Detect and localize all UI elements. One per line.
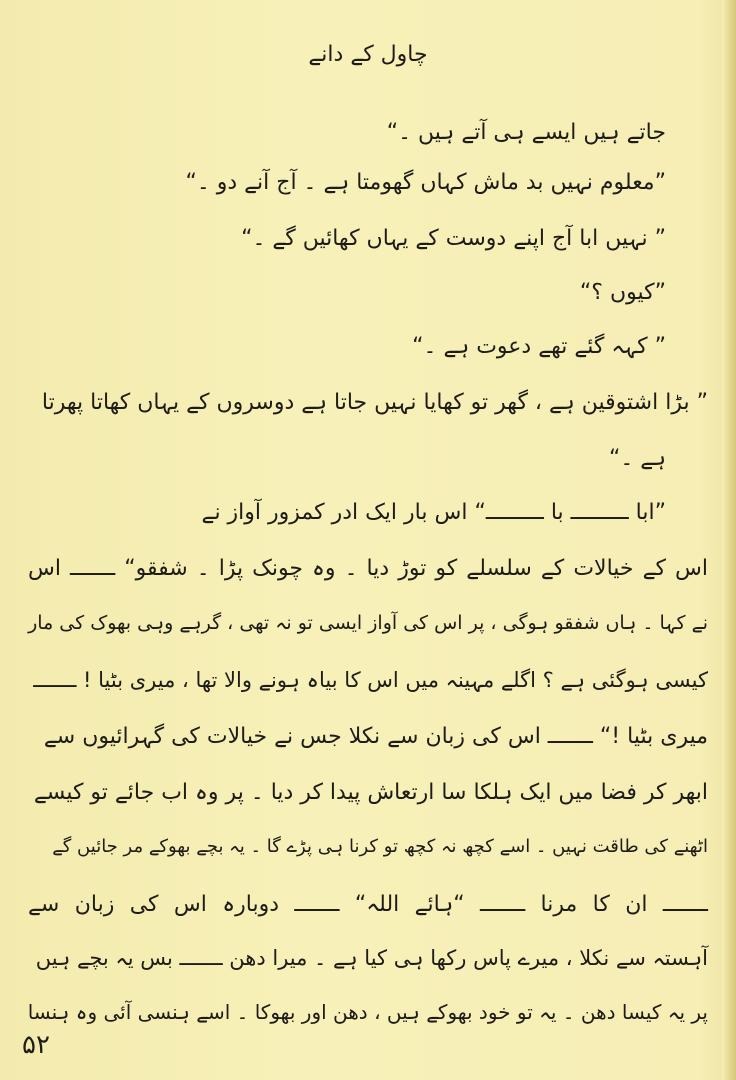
text-line-9: اس کے خیالات کے سلسلے کو توڑ دیا ۔ وہ چونک پڑا ۔ شفقو“ ـــــــ اس bbox=[28, 556, 708, 581]
text-line-14: اٹھنے کی طاقت نہیں ۔ اسے کچھ نہ کچھ تو کرنا ہی پڑے گا ۔ یہ بچے بھوکے مر جائیں گے bbox=[52, 836, 708, 857]
page-edge bbox=[722, 0, 736, 1080]
text-line-2: ”معلوم نہیں بد ماش کہاں گھومتا ہے ۔ آج آنے دو ۔“ bbox=[185, 170, 666, 195]
text-line-11: کیسی ہوگئی ہے ؟ اگلے مہینہ میں اس کا بیاہ ہونے والا تھا ، میری بٹیا ! ـــــــ bbox=[33, 668, 708, 692]
text-line-1: جاتے ہیں ایسے ہی آتے ہیں ۔“ bbox=[386, 120, 666, 145]
text-line-7: ہے ۔“ bbox=[608, 446, 666, 471]
page-number: ۵۲ bbox=[22, 1030, 50, 1060]
text-line-4: ”کیوں ؟“ bbox=[579, 280, 666, 305]
text-line-3: ” نہیں ابا آج اپنے دوست کے یہاں کھائیں گے ۔“ bbox=[241, 226, 666, 251]
text-line-8: ”ابا ـــــــــ با ـــــــــ“ اس بار ایک ادر کمزور آواز نے bbox=[201, 500, 666, 525]
text-line-13: ابھر کر فضا میں ایک ہلکا سا ارتعاش پیدا کر دیا ۔ پر وہ اب جائے تو کیسے bbox=[33, 780, 708, 805]
text-line-15: ـــــــ ان کا مرنا ـــــــ “ہائے اللہ“ ـــــــ دوبارہ اس کی زبان سے bbox=[28, 892, 708, 917]
text-line-16: آہستہ سے نکلا ، میرے پاس رکھا ہی کیا ہے ۔ میرا دھن ـــــــ بس یہ بچے ہیں bbox=[35, 946, 708, 970]
text-line-12: میری بٹیا !“ ـــــــ اس کی زبان سے نکلا جس نے خیالات کی گہرائیوں سے bbox=[43, 724, 708, 749]
text-line-10: نے کہا ۔ ہاں شفقو ہوگی ، پر اس کی آواز ایسی تو نہ تھی ، گرہے وہی بھوک کی مار bbox=[28, 612, 708, 634]
text-line-17: پر یہ کیسا دھن ۔ یہ تو خود بھوکے ہیں ، دھن اور بھوکا ۔ اسے ہنسی آئی وہ ہنسا bbox=[27, 1000, 708, 1024]
text-line-6: ” بڑا اشتوقین ہے ، گھر تو کھایا نہیں جاتا ہے دوسروں کے یہاں کھاتا پھرتا bbox=[41, 390, 708, 415]
text-line-5: ” کہہ گئے تھے دعوت ہے ۔“ bbox=[412, 334, 666, 359]
running-header: چاول کے دانے bbox=[308, 42, 428, 67]
